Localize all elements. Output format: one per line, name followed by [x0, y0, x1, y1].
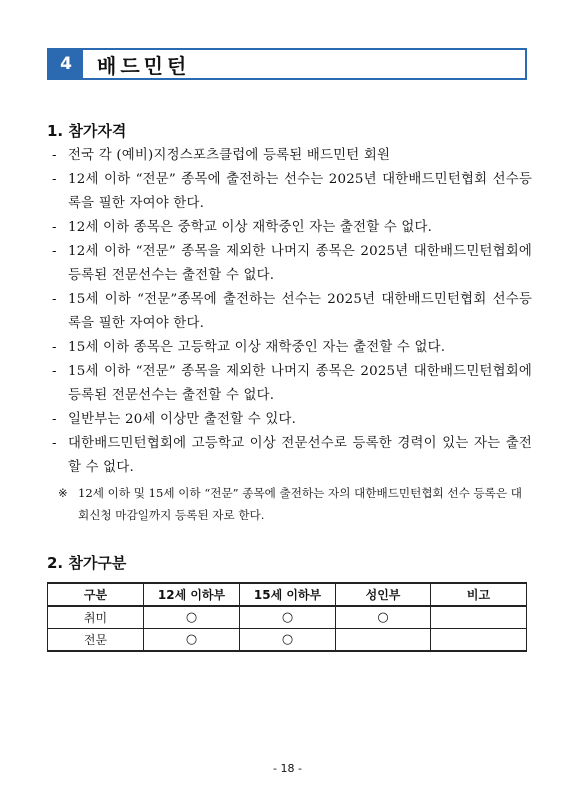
- row-label: 전문: [48, 629, 144, 652]
- list-item: [52, 432, 532, 480]
- eligibility-heading: 1. 참가자격: [47, 122, 127, 140]
- table-cell: ○: [336, 606, 431, 629]
- list-item: [52, 216, 532, 240]
- list-item: [52, 168, 532, 216]
- section-title: 배드민턴: [97, 53, 191, 78]
- list-item-text: 대한배드민턴협회에 고등학교 이상 전문선수로 등록한 경력이 있는 자는 출전할 수 없다.: [68, 436, 532, 475]
- dash-bullet: -: [52, 364, 57, 379]
- table-cell: [431, 606, 527, 629]
- list-item-text: 15세 이하 “전문” 종목을 제외한 나머지 종목은 2025년 대한배드민턴협회에 등록된 전문선수는 출전할 수 없다.: [68, 364, 532, 403]
- column-header: 비고: [431, 583, 527, 606]
- table-row: [48, 629, 527, 652]
- list-item: [52, 144, 532, 168]
- note-text: 12세 이하 및 15세 이하 “전문” 종목에 출전하는 자의 대한배드민턴협회 선수 등록은 대회신청 마감일까지 등록된 자로 한다.: [78, 486, 522, 522]
- dash-bullet: -: [52, 244, 57, 259]
- list-item-text: 15세 이하 종목은 고등학교 이상 재학중인 자는 출전할 수 없다.: [68, 340, 446, 355]
- table-cell: [431, 629, 527, 652]
- dash-bullet: -: [52, 292, 57, 307]
- list-item-text: 12세 이하 종목은 중학교 이상 재학중인 자는 출전할 수 없다.: [68, 220, 433, 235]
- reference-mark: ※: [58, 486, 68, 500]
- list-item-text: 전국 각 (예비)지정스포츠클럽에 등록된 배드민턴 회원: [68, 148, 391, 163]
- page-number: - 18 -: [273, 762, 302, 775]
- category-table: [47, 582, 527, 652]
- column-header: 15세 이하부: [240, 583, 336, 606]
- list-item: [52, 408, 532, 432]
- list-item: [52, 288, 532, 336]
- dash-bullet: -: [52, 340, 57, 355]
- list-item-text: 일반부는 20세 이상만 출전할 수 있다.: [68, 412, 297, 427]
- section-title-bar: [47, 48, 527, 80]
- list-item: [52, 336, 532, 360]
- dash-bullet: -: [52, 436, 57, 451]
- dash-bullet: -: [52, 220, 57, 235]
- category-heading: 2. 참가구분: [47, 554, 127, 572]
- list-item-text: 12세 이하 “전문” 종목에 출전하는 선수는 2025년 대한배드민턴협회 선수등록을 필한 자여야 한다.: [68, 172, 532, 211]
- row-label: 취미: [48, 606, 144, 629]
- eligibility-list: [52, 144, 532, 480]
- section-number-badge: 4: [49, 50, 83, 78]
- list-item-text: 15세 이하 “전문”종목에 출전하는 선수는 2025년 대한배드민턴협회 선수등록을 필한 자여야 한다.: [68, 292, 532, 331]
- column-header: 성인부: [336, 583, 431, 606]
- list-item-text: 12세 이하 “전문” 종목을 제외한 나머지 종목은 2025년 대한배드민턴협회에 등록된 전문선수는 출전할 수 없다.: [68, 244, 532, 283]
- dash-bullet: -: [52, 412, 57, 427]
- registration-note: [58, 482, 532, 526]
- dash-bullet: -: [52, 172, 57, 187]
- list-item: [52, 240, 532, 288]
- column-header: 12세 이하부: [144, 583, 240, 606]
- table-cell: [336, 629, 431, 652]
- table-header-row: [48, 583, 527, 606]
- dash-bullet: -: [52, 148, 57, 163]
- table-cell: ○: [144, 606, 240, 629]
- table-cell: ○: [144, 629, 240, 652]
- column-header: 구분: [48, 583, 144, 606]
- table-cell: ○: [240, 606, 336, 629]
- table-cell: ○: [240, 629, 336, 652]
- list-item: [52, 360, 532, 408]
- table-row: [48, 606, 527, 629]
